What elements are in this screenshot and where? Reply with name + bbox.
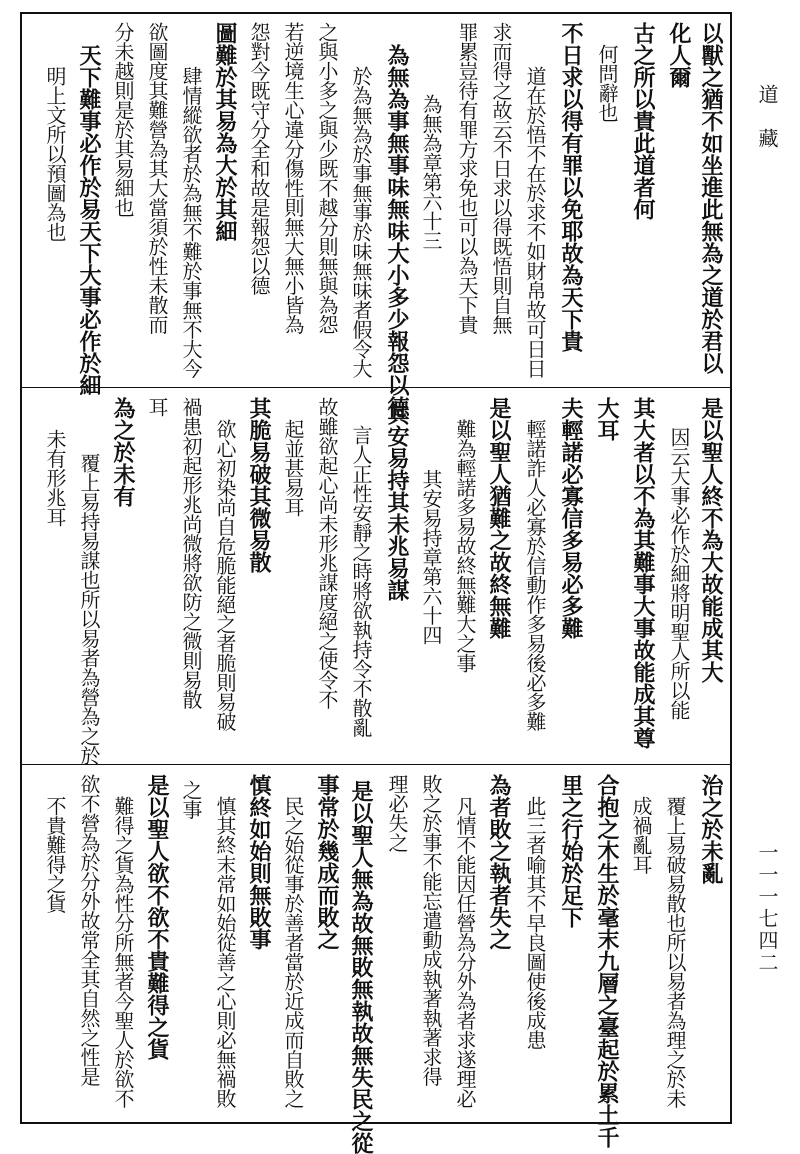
text-column: 禍患初起形兆尚微將欲防之微則易散 — [179, 397, 203, 709]
section-lower — [22, 766, 730, 1154]
text-column: 大耳 — [594, 397, 620, 441]
text-column: 怨對今既守分全和故是報怨以德 — [247, 22, 271, 295]
text-column: 分未越則是於其易細也 — [111, 22, 135, 217]
text-column: 其大者以不為其難事大事故能成其尊 — [630, 397, 656, 749]
text-column: 起並甚易耳 — [281, 419, 305, 517]
text-column: 其安易持其未兆易謀 — [384, 403, 410, 601]
text-column: 敗之於事不能忘遣動成執著執著求得 — [419, 774, 443, 1086]
text-column: 治之於未亂 — [698, 774, 724, 884]
section-divider — [22, 387, 730, 388]
text-column: 輕諾詐人必寡於信動作多易後必多難 — [523, 419, 547, 731]
text-column: 為者敗之執者失之 — [486, 774, 512, 950]
text-column: 不貴難得之貨 — [43, 796, 67, 913]
text-column: 合抱之木生於毫末九層之臺起於累土千 — [594, 774, 620, 1148]
text-column: 難得之貨為性分所無者今聖人於欲不 — [111, 796, 135, 1108]
text-column: 於為無為於事無事於味無味者假令大 — [349, 66, 373, 378]
text-column: 罪累豈待有罪方求免也可以為天下貴 — [455, 22, 479, 334]
text-column: 成禍亂耳 — [629, 796, 653, 874]
page-frame — [20, 12, 732, 1154]
text-column: 欲圖度其難營為其大當須於性未散而 — [145, 22, 169, 334]
text-column: 其脆易破其微易散 — [246, 397, 272, 573]
text-column: 慎終如始則無敗事 — [246, 774, 272, 950]
margin-title: 道 藏 — [755, 84, 779, 148]
text-column: 此三者喻其不早良圖使後成患 — [523, 796, 547, 1050]
page-number: 一一一七四二 — [755, 842, 779, 974]
text-column: 耳 — [145, 397, 169, 417]
chapter-heading: 為無為章第六十三 — [419, 94, 443, 250]
text-column: 覆上易持易謀也所以易者為營為之於 — [77, 453, 101, 765]
text-column: 欲不營為於分外故常全其自然之性是 — [77, 774, 101, 1086]
text-column: 里之行始於足下 — [558, 774, 584, 928]
text-column: 為無為事無事味無味大小多少報怨以德 — [384, 44, 410, 418]
section-divider — [22, 764, 730, 765]
text-column: 肆情縱欲者於為無不難於事無不大今 — [179, 66, 203, 378]
text-column: 若逆境生心違分傷性則無大無小皆為 — [281, 22, 305, 334]
text-column: 是以聖人終不為大故能成其大 — [698, 397, 724, 683]
text-column: 以獸之猶不如坐進此無為之道於君以 — [698, 22, 724, 374]
section-upper — [22, 14, 730, 418]
text-column: 求而得之故云不日求以得既悟則自無 — [489, 22, 513, 334]
chapter-heading: 其安易持章第六十四 — [419, 469, 443, 645]
text-column: 之事 — [179, 780, 203, 819]
text-column: 未有形兆耳 — [43, 429, 67, 527]
text-column: 之與小多之與少既不越分則無與為怨 — [315, 22, 339, 334]
text-column: 夫輕諾必寡信多易必多難 — [558, 397, 584, 639]
text-column: 故雖欲起心尚未形兆謀度絕之使令不 — [315, 397, 339, 709]
text-column: 化人爾 — [666, 22, 692, 88]
text-column: 不日求以得有罪以免耶故為天下貴 — [558, 22, 584, 352]
text-column: 欲心初染尚自危脆能絕之者脆則易破 — [213, 419, 237, 731]
text-column: 覆上易破易散也所以易者為理之於未 — [663, 796, 687, 1108]
text-column: 古之所以貴此道者何 — [630, 22, 656, 220]
text-column: 難為輕諾多易故終無難大之事 — [453, 419, 477, 673]
text-column: 事常於幾成而敗之 — [314, 774, 340, 950]
text-column: 慎其終末常如始從善之心則必無禍敗 — [213, 796, 237, 1108]
text-column: 何問辭也 — [595, 44, 619, 122]
text-column: 理必失之 — [385, 774, 409, 852]
text-column: 圖難於其易為大於其細 — [212, 22, 238, 242]
text-column: 道在於悟不在於求不如財帛故可日日 — [523, 66, 547, 378]
text-column: 是以聖人無為故無敗無執故無失民之從 — [348, 780, 374, 1154]
text-column: 是以聖人猶難之故終無難 — [486, 397, 512, 639]
text-column: 民之始從事於善者當於近成而自敗之 — [281, 796, 305, 1108]
text-column: 是以聖人欲不欲不貴難得之貨 — [144, 774, 170, 1060]
text-column: 為之於未有 — [110, 397, 136, 507]
text-column: 明上文所以預圖為也 — [43, 66, 67, 242]
section-middle — [22, 389, 730, 765]
text-column: 因云大事必作於細將明聖人所以能 — [667, 427, 691, 720]
text-column: 凡情不能因任營為分外為者求遂理必 — [453, 796, 477, 1108]
text-column: 言人正性安靜之時將欲執持令不散亂 — [349, 425, 373, 737]
text-column: 天下難事必作於易天下大事必作於細 — [76, 44, 102, 396]
